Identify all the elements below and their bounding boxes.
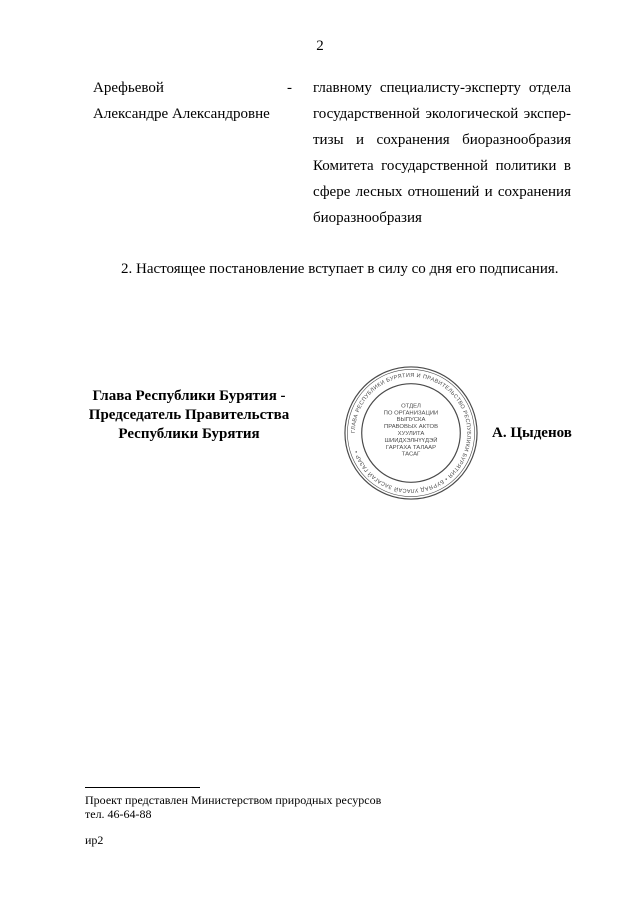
signer-title [70,387,308,444]
appointee-name-line-2: Александре Александровне [93,106,270,122]
seal-center-line: ШИИДХЭЛНҮҮДЭЙ [384,437,438,444]
seal-center-line: ТАСАГ [401,451,421,458]
clause-2: 2. Настоящее постановление вступает в силу со дня его подписания. [121,261,559,277]
position-line: сфере лесных отношений и сохранения [313,184,571,200]
appointee-position [313,75,571,231]
seal-center-line: ВЫПУСКА [396,417,426,424]
signer-title-line: Республики Бурятия [118,426,260,442]
signer-title-line: Глава Республики Бурятия - [92,388,286,404]
seal-center-line: ХУУЛИТА [397,430,425,437]
signer-name: А. Цыденов [492,425,572,441]
appointee-name-line-1: Арефьевой [93,80,164,96]
position-line: биоразнообразия [313,210,422,226]
seal-ring-text: ГЛАВА РЕСПУБЛИКИ БУРЯТИЯ И ПРАВИТЕЛЬСТВО РЕСПУБЛИКИ БУРЯТИЯ • БУРЯАД УЛАСАЙ ЗАСАГАЙ ГАЗАР • [350,372,472,494]
position-line: государственной экологической экспер- [313,106,571,122]
dash-separator: - [287,80,292,96]
footnote-line-1: Проект представлен Министерством природных ресурсов [85,793,382,807]
document-code: ир2 [85,833,104,847]
seal-center-line: ПО ОРГАНИЗАЦИИ [383,410,439,417]
page-number: 2 [316,38,324,54]
official-seal-stamp [342,364,480,502]
footnote-rule [85,787,200,788]
footnote-line-2: тел. 46-64-88 [85,807,152,821]
signer-title-line: Председатель Правительства [88,407,290,423]
seal-center-line: ПРАВОВЫХ АКТОВ [383,424,439,431]
seal-center-line: ГАРГАХА ТАЛААР [385,444,437,451]
position-line: главному специалисту-эксперту отдела [313,80,571,96]
position-line: Комитета государственной политики в [313,158,571,174]
position-line: тизы и сохранения биоразнообразия [313,132,571,148]
seal-center-line: ОТДЕЛ [401,403,421,410]
